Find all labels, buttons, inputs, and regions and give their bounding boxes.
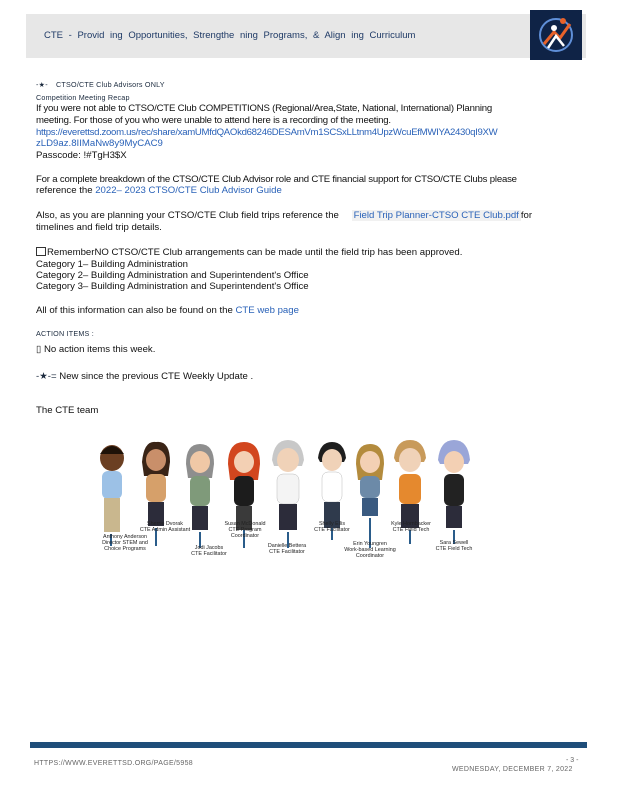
member-role: Director STEM and Choice Programs xyxy=(102,540,148,552)
fieldtrip-suffix: for xyxy=(520,210,533,221)
district-logo xyxy=(530,10,582,60)
member-role: Work-based Learning Coordinator xyxy=(344,547,396,559)
ctso-para-line1: If you were not able to CTSO/CTE Club COMPETITIONS (Regional/Area,State, National, International) Planning xyxy=(36,103,493,114)
recording-link[interactable]: https://everettsd.zoom.us/rec/share/xamUMfdQAOkd68246DESAmVm1SCSxLLtnm4UpzWcuEfMWIYA2430qI9XW xyxy=(36,127,498,138)
field-trip-planner-link[interactable]: Field Trip Planner-CTSO CTE Club.pdf xyxy=(353,210,519,221)
category-1: Category 1– Building Administration xyxy=(36,259,188,270)
member-danielle xyxy=(252,543,322,555)
fieldtrip-line1 xyxy=(36,210,532,221)
member-name: Sara Sewell xyxy=(439,540,469,546)
breakdown-line2 xyxy=(36,185,282,196)
new-since-line xyxy=(36,371,253,382)
ctso-heading: -★- CTSO/CTE Club Advisors ONLY xyxy=(36,80,165,89)
member-role: CTE Field Tech xyxy=(435,546,473,552)
member-shelly xyxy=(297,521,367,533)
footer-url[interactable]: HTTPS://WWW.EVERETTSD.ORG/PAGE/5958 xyxy=(34,760,193,767)
advisor-guide-link[interactable]: 2022– 2023 CTSO/CTE Club Advisor Guide xyxy=(95,185,282,196)
star-bullet-icon: -★- xyxy=(36,80,48,89)
member-name: Anthony Anderson xyxy=(102,534,148,540)
member-name: Jodi Jacobs xyxy=(194,545,224,551)
remember-text: RememberNO CTSO/CTE Club arrangements can be made until the field trip has been approved. xyxy=(47,247,463,258)
member-erin xyxy=(335,541,405,559)
remember-line xyxy=(36,247,462,258)
member-anthony xyxy=(90,534,160,552)
member-name: Danielle Bettera xyxy=(267,543,307,549)
member-role: CTE Facilitator xyxy=(314,527,350,533)
ctso-para-line2: meeting. For those of you who were unable to attend here is a recording of the meeting. xyxy=(36,115,391,126)
action-item-text: No action items this week. xyxy=(43,344,156,355)
action-item xyxy=(36,344,155,355)
member-role: CTE Field Tech xyxy=(392,527,430,533)
footer-date: WEDNESDAY, DECEMBER 7, 2022 xyxy=(452,766,573,773)
fieldtrip-prefix: Also, as you are planning your CTSO/CTE Club field trips reference the xyxy=(36,210,339,221)
member-susan xyxy=(210,521,280,539)
figure-anthony xyxy=(100,445,124,546)
star-legend-icon: -★-= xyxy=(36,371,57,382)
breakdown-prefix: reference the xyxy=(36,185,96,196)
team-label: The CTE team xyxy=(36,405,99,416)
page-number: - 3 - xyxy=(566,757,579,764)
new-since-text: New since the previous CTE Weekly Update . xyxy=(59,371,254,382)
category-3: Category 3– Building Administration and Superintendent's Office xyxy=(36,281,309,292)
member-name: Sherrie Dvorak xyxy=(147,521,183,527)
bullet-icon: ▯ xyxy=(36,344,42,355)
member-role: CTE Program Coordinator xyxy=(228,527,262,539)
member-name: Kyle Hornbacker xyxy=(391,521,431,527)
member-name: Shelly Ellis xyxy=(318,521,346,527)
category-2: Category 2– Building Administration and Superintendent's Office xyxy=(36,270,309,281)
header-title: CTE - Provid ing Opportunities, Strengthe ning Programs, & Align ing Curriculum xyxy=(44,30,416,41)
ctso-subheading: Competition Meeting Recap xyxy=(36,93,130,102)
member-role: CTE Admin Assistant xyxy=(139,527,191,533)
breakdown-line1: For a complete breakdown of the CTSO/CTE Club Advisor role and CTE financial support for CTSO/CTE Clubs please xyxy=(36,174,517,185)
action-items-heading: ACTION ITEMS : xyxy=(36,329,94,338)
member-name: Susan McDonald xyxy=(224,521,266,527)
allinfo-prefix: All of this information can also be found on the xyxy=(36,305,236,316)
member-kyle xyxy=(376,521,446,533)
member-jodi xyxy=(174,545,244,557)
fieldtrip-line2: timelines and field trip details. xyxy=(36,222,162,233)
checkbox-icon xyxy=(36,247,46,256)
member-role: CTE Facilitator xyxy=(269,549,305,555)
recording-link-cont[interactable]: zLD9az.8IIMaNw8y9MyCAC9 xyxy=(36,138,163,149)
cte-web-page-link[interactable]: CTE web page xyxy=(235,305,299,316)
allinfo-line xyxy=(36,305,299,316)
footer-bar xyxy=(30,742,587,748)
passcode: Passcode: !#TgH3$X xyxy=(36,150,127,161)
member-sherrie xyxy=(130,521,200,533)
member-sara xyxy=(419,540,489,552)
member-name: Erin Youngren xyxy=(353,541,387,547)
member-role: CTE Facilitator xyxy=(191,551,227,557)
